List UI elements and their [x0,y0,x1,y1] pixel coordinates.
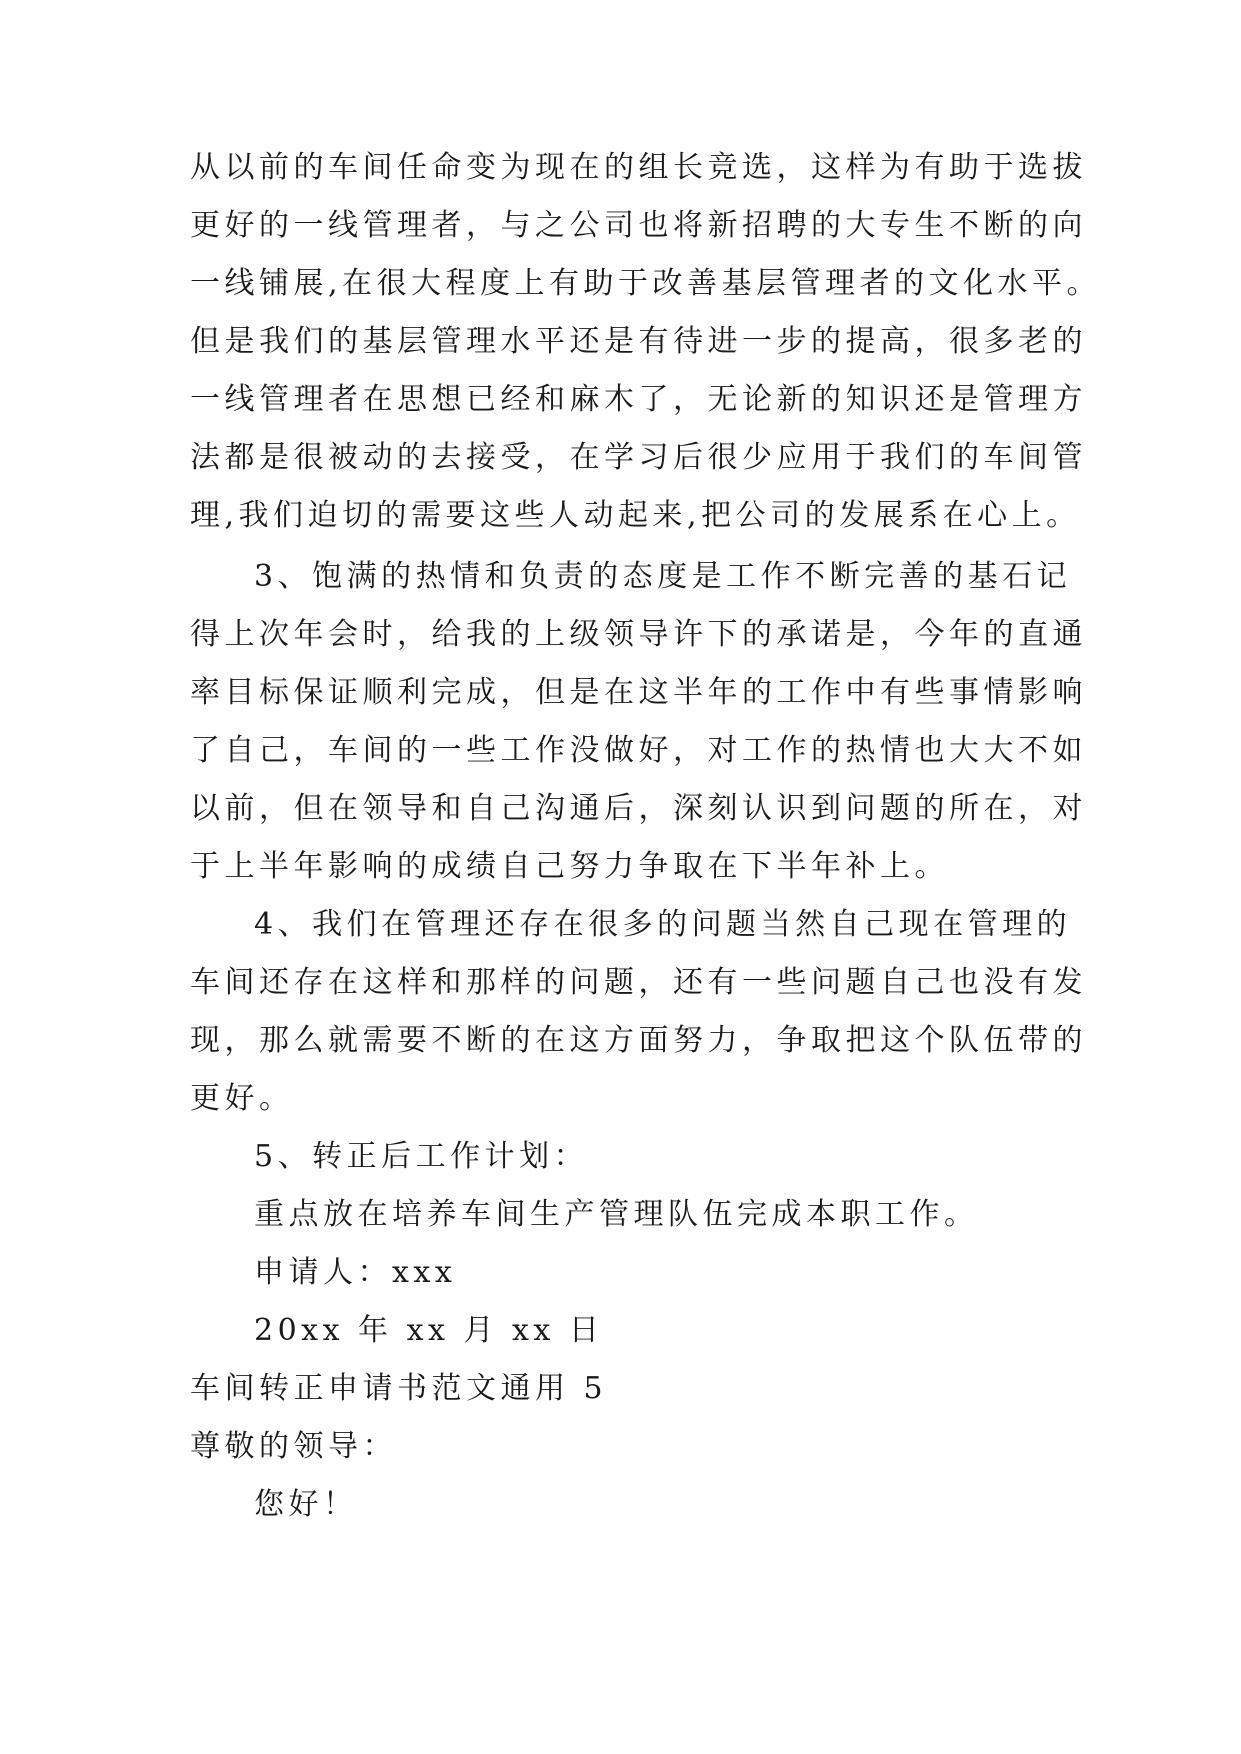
section-5-heading: 5、转正后工作计划： [254,1139,589,1174]
section-3-heading: 3、饱满的热情和负责的态度是工作不断完善的基石记 [254,559,1072,594]
body-text-line: 得上次年会时，给我的上级领导许下的承诺是，今年的直通 [190,617,1087,652]
greeting: 您好！ [254,1487,358,1522]
applicant-line: 申请人：xxx [254,1255,457,1290]
body-text-line: 更好的一线管理者，与之公司也将新招聘的大专生不断的向 [190,208,1087,243]
body-text-line: 以前，但在领导和自己沟通后，深刻认识到问题的所在，对 [190,791,1087,826]
body-text-line: 理,我们迫切的需要这些人动起来,把公司的发展系在心上。 [190,498,1081,533]
section-4-heading: 4、我们在管理还存在很多的问题当然自己现在管理的 [254,907,1072,942]
body-text-line: 但是我们的基层管理水平还是有待进一步的提高，很多老的 [190,324,1087,359]
body-text-line: 从以前的车间任命变为现在的组长竞选，这样为有助于选拔 [190,150,1087,185]
body-text-line: 率目标保证顺利完成，但是在这半年的工作中有些事情影响 [190,675,1087,710]
body-text-line: 一线铺展,在很大程度上有助于改善基层管理者的文化水平。 [190,266,1102,301]
date-line: 20xx 年 xx 月 xx 日 [254,1313,604,1348]
work-plan-text: 重点放在培养车间生产管理队伍完成本职工作。 [254,1197,979,1232]
body-text-line: 了自己，车间的一些工作没做好，对工作的热情也大大不如 [190,733,1087,768]
body-text-line: 更好。 [190,1081,294,1116]
body-text-line: 法都是很被动的去接受，在学习后很少应用于我们的车间管 [190,440,1087,475]
body-text-line: 车间还存在这样和那样的问题，还有一些问题自己也没有发 [190,965,1087,1000]
salutation: 尊敬的领导： [190,1429,397,1464]
body-text-line: 于上半年影响的成绩自己努力争取在下半年补上。 [190,849,949,884]
body-text-line: 现，那么就需要不断的在这方面努力，争取把这个队伍带的 [190,1023,1087,1058]
body-text-line: 一线管理者在思想已经和麻木了，无论新的知识还是管理方 [190,382,1087,417]
next-document-title: 车间转正申请书范文通用 5 [190,1371,608,1406]
